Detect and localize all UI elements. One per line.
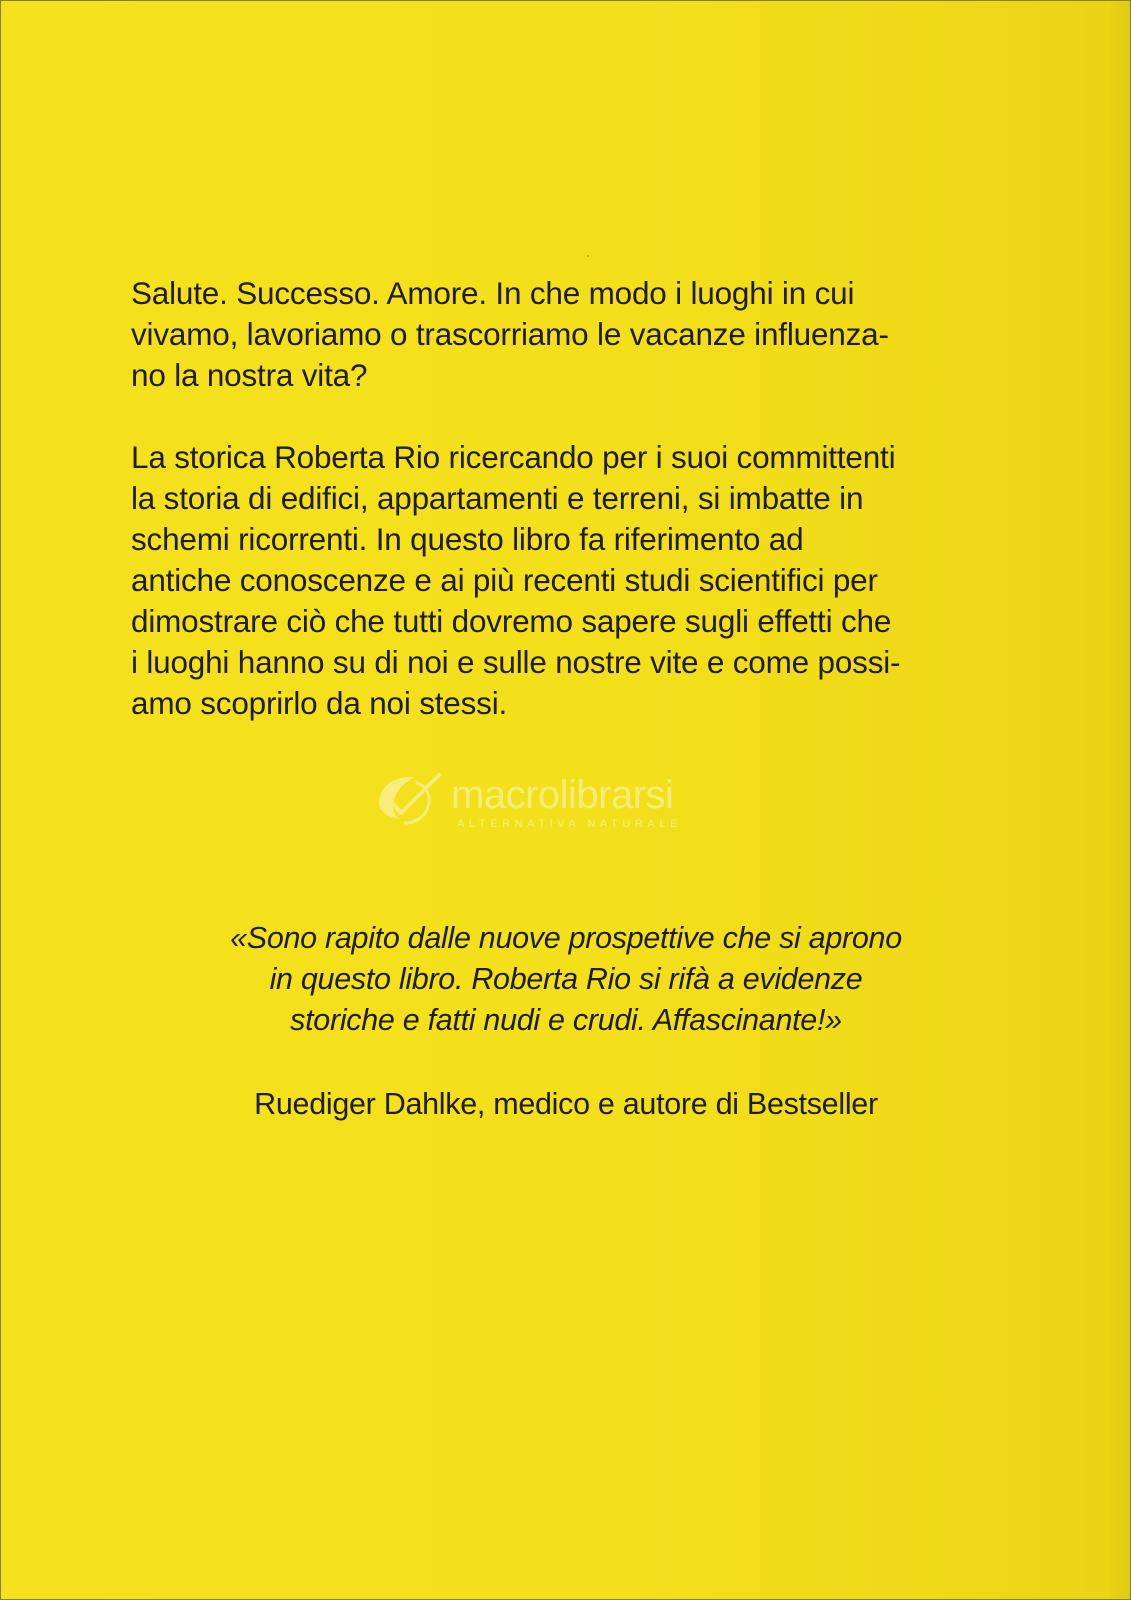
description-line: schemi ricorrenti. In questo libro fa riferimento ad — [131, 521, 804, 557]
quote-line: «Sono rapito dalle nuove prospettive che si aprono — [230, 921, 902, 955]
print-speck — [587, 255, 589, 257]
description-line: la storia di edifici, appartamenti e terreni, si imbatte in — [131, 480, 864, 516]
endorsement-quote — [141, 918, 991, 1041]
description-paragraph — [131, 437, 1011, 724]
quote-line: in questo libro. Roberta Rio si rifà a evidenze — [269, 962, 863, 996]
description-line: amo scoprirlo da noi stessi. — [131, 685, 508, 721]
quote-line: storiche e fatti nudi e crudi. Affascinante!» — [290, 1003, 842, 1037]
description-line: antiche conoscenze e ai più recenti studi scientifici per — [131, 562, 878, 598]
description-line: i luoghi hanno su di noi e sulle nostre vite e come possi- — [131, 644, 901, 680]
leaf-check-icon — [369, 769, 449, 829]
intro-line: vivamo, lavoriamo o trascorriamo le vacanze influenza- — [131, 316, 889, 352]
intro-line: no la nostra vita? — [131, 357, 368, 393]
intro-line: Salute. Successo. Amore. In che modo i luoghi in cui — [131, 275, 855, 311]
quote-attribution: Ruediger Dahlke, medico e autore di Bestseller — [254, 1087, 878, 1121]
intro-paragraph — [131, 273, 1011, 396]
watermark-tagline: ALTERNATIVA NATURALE — [457, 818, 683, 830]
watermark-brand-name: macrolibrarsi — [451, 773, 674, 817]
cover-edge-shadow — [1108, 1, 1130, 1599]
description-line: La storica Roberta Rio ricercando per i suoi committenti — [131, 439, 896, 475]
description-line: dimostrare ciò che tutti dovremo sapere sugli effetti che — [131, 603, 892, 639]
blurb-text — [131, 273, 1011, 765]
macrolibrarsi-watermark — [369, 769, 769, 839]
